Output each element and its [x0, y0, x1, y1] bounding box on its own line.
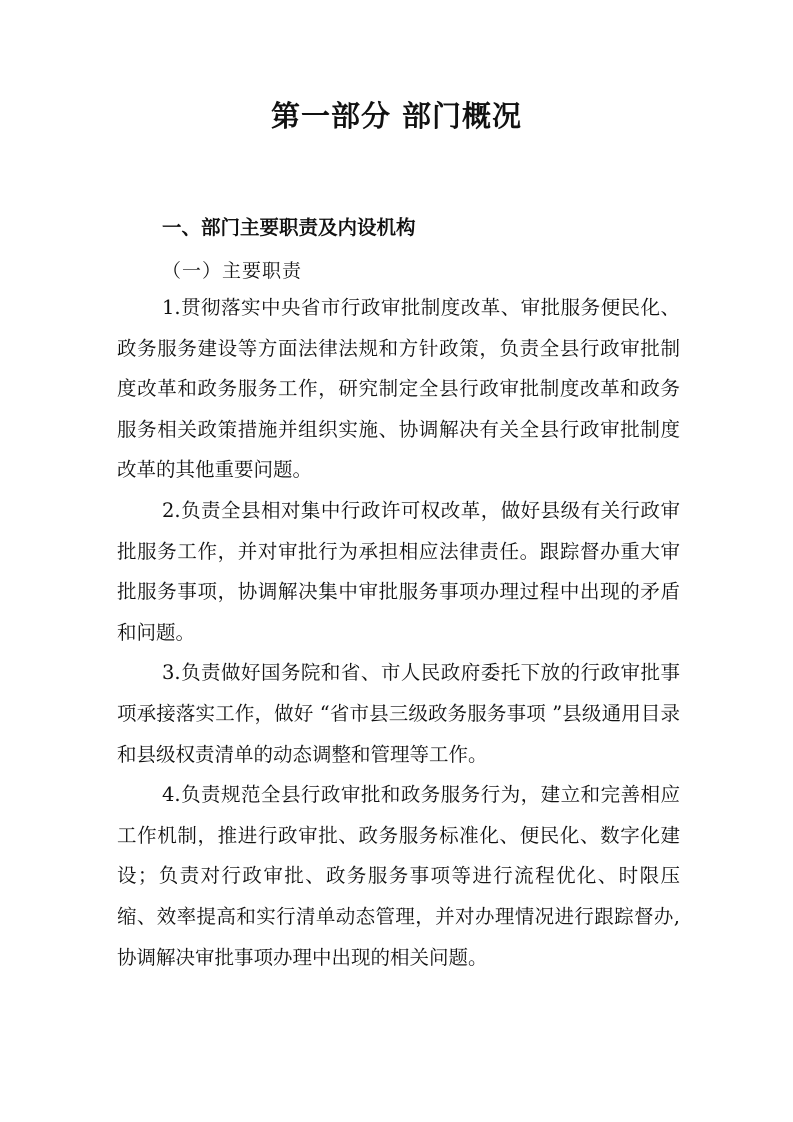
- section-heading: 一、部门主要职责及内设机构: [162, 216, 416, 239]
- page-title: 第一部分 部门概况: [270, 99, 523, 133]
- subsection-heading: （一）主要职责: [162, 260, 303, 282]
- paragraph-2: 2.负责全县相对集中行政许可权改革，做好县级有关行政审批服务工作，并对审批行为承担相应法律责任。跟踪督办重大审批服务事项，协调解决集中审批服务事项办理过程中出现的矛盾和问题。: [117, 498, 680, 644]
- paragraph-1: 1.贯彻落实中央省市行政审批制度改革、审批服务便民化、政务服务建设等方面法律法规和方针政策，负责全县行政审批制度改革和政务服务工作，研究制定全县行政审批制度改革和政务服务相关政策措施并组织实施、协调解决有关全县行政审批制度改革的其他重要问题。: [117, 296, 680, 482]
- paragraph-3: 3.负责做好国务院和省、市人民政府委托下放的行政审批事项承接落实工作，做好 “省市县三级政务服务事项 ”县级通用目录和县级权责清单的动态调整和管理等工作。: [117, 661, 680, 766]
- document-body: [117, 288, 680, 978]
- paragraph-4: 4.负责规范全县行政审批和政务服务行为，建立和完善相应工作机制，推进行政审批、政务服务标准化、便民化、数字化建设；负责对行政审批、政务服务事项等进行流程优化、时限压缩、效率提高和实行清单动态管理，并对办理情况进行跟踪督办,协调解决审批事项办理中出现的相关问题。: [117, 783, 680, 969]
